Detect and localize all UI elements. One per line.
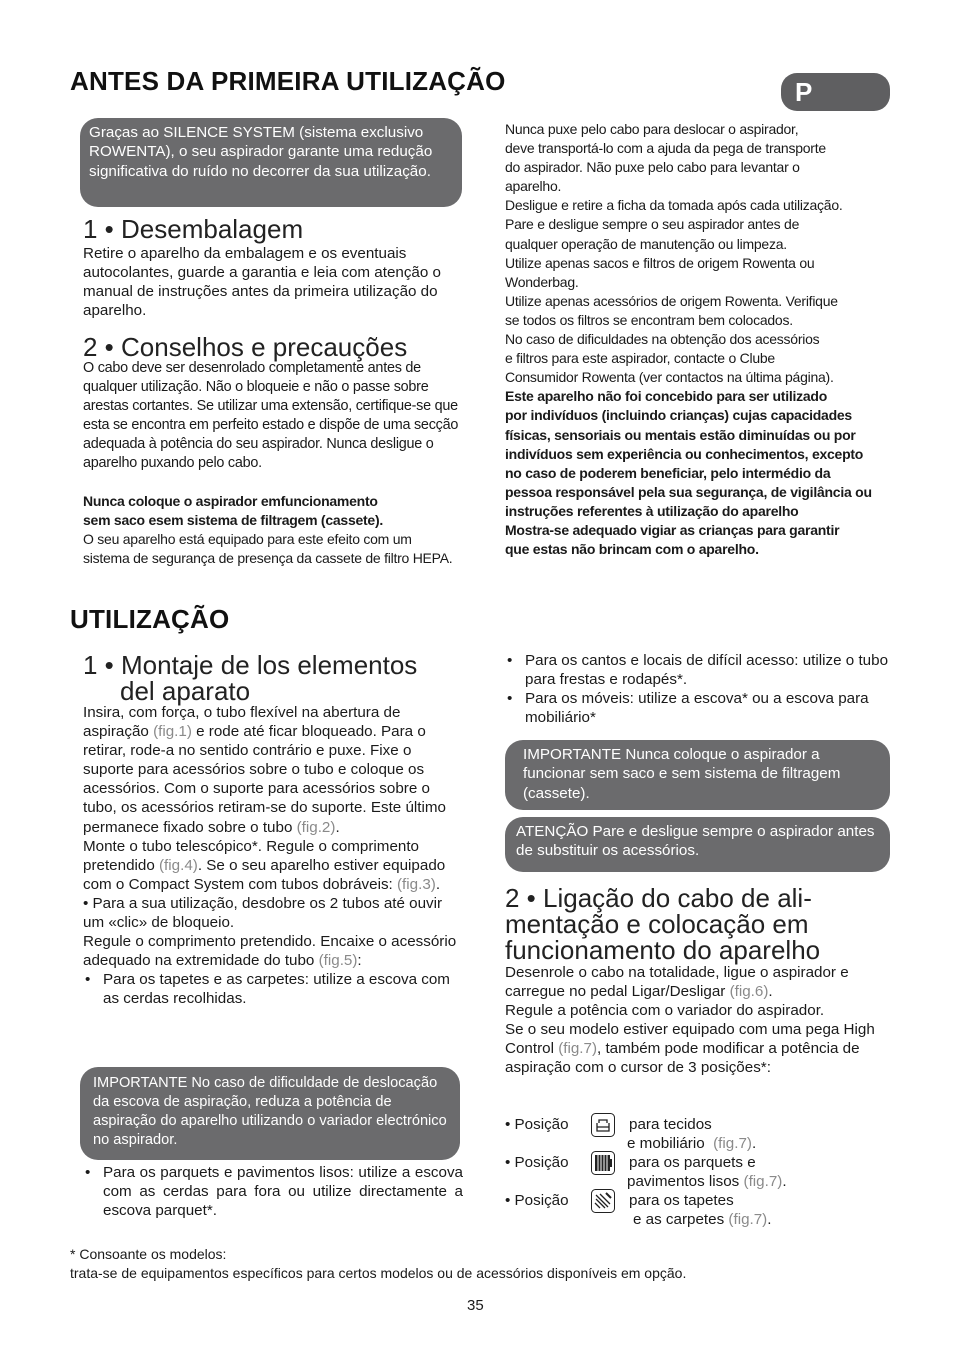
ligacao-paragraph-3: Se o seu modelo estiver equipado com uma pega High Control (fig.7), também pode modificar a potência de aspiração com o cursor de 3 posições*: xyxy=(505,1021,875,1077)
safety-bold-line: Este aparelho não foi concebido para ser utilizado xyxy=(505,388,828,405)
montaje-title-line-1: 1 • Montaje de los elementos xyxy=(83,650,418,680)
page-title: ANTES DA PRIMEIRA UTILIZAÇÃO xyxy=(70,66,506,96)
safety-bold-line: pessoa responsável pela sua segurança, de vigilância ou xyxy=(505,483,872,500)
ligacao-title-line-3: funcionamento do aparelho xyxy=(505,935,821,965)
safety-line: do aspirador. Não puxe pelo cabo para levantar o xyxy=(505,159,800,176)
section-conselhos-text: O cabo deve ser desenrolado completamente antes de qualquer utilização. Não o bloqueie e não o passe sobre arestas cortantes. Se utilizar uma extensão, certifique-se que esta se encontra em perfeito estado e dispõe de uma secção adequada à potência do seu aspirador. Nunca desligue o aparelho puxando pelo cabo. xyxy=(83,360,459,472)
language-tab: P xyxy=(781,73,890,111)
safety-instructions xyxy=(505,120,905,559)
montaje-title-line-2: del aparato xyxy=(120,676,251,706)
silence-system-box: Graças ao SILENCE SYSTEM (sistema exclusivo ROWENTA), o seu aspirador garante uma redução significativa do ruído no decorrer da sua utilização. xyxy=(80,118,462,207)
section-desembalagem-title: 1 • Desembalagem xyxy=(83,214,304,244)
ligacao-paragraph-2: Regule a potência com o variador do aspirador. xyxy=(505,1002,825,1020)
pos1-line-2: e mobiliário (fig.7). xyxy=(627,1135,757,1152)
safety-line: No caso de dificuldades na obtenção dos acessórios xyxy=(505,331,820,348)
parquet-brush-icon xyxy=(591,1151,615,1175)
safety-line: se todos os filtros se encontram bem colocados. xyxy=(505,311,793,328)
atencao-box: ATENÇÃO Pare e desligue sempre o aspirador antes de substituir os acessórios. xyxy=(505,817,890,872)
montaje-paragraph-3: • Para a sua utilização, desdobre os 2 tubos até ouvir um «clic» de bloqueio. xyxy=(83,894,443,932)
section-conselhos-title: 2 • Conselhos e precauções xyxy=(83,332,408,362)
warning-bold-line-1: Nunca coloque o aspirador emfuncionamento xyxy=(83,493,378,509)
safety-bold-line: por indivíduos (incluindo crianças) cujas capacidades xyxy=(505,407,852,424)
safety-bold-line: no caso de poderem beneficiar, pelo intermédio da xyxy=(505,464,831,481)
bullet-tapetes: • Para os tapetes e as carpetes: utilize a escova com as cerdas recolhidas. xyxy=(83,970,465,1008)
pos3-line-2: e as carpetes (fig.7). xyxy=(633,1211,772,1228)
hepa-note-line-2: sistema de segurança de presença da cassete de filtro HEPA. xyxy=(83,550,453,566)
pos3-line-1: para os tapetes xyxy=(629,1192,734,1209)
safety-line: Desligue e retire a ficha da tomada após cada utilização. xyxy=(505,197,843,214)
safety-line: Utilize apenas acessórios de origem Rowenta. Verifique xyxy=(505,292,838,309)
bullet-moveis: • Para os móveis: utilize a escova* ou a escova para mobiliário* xyxy=(505,689,890,727)
safety-line: aparelho. xyxy=(505,178,562,195)
important-escova-box: IMPORTANTE No caso de dificuldade de deslocação da escova de aspiração, reduza a potência de aspiração do aparelho utilizando o variador electrónico no aspirador. xyxy=(80,1067,460,1160)
bullet-parquets: • Para os parquets e pavimentos lisos: utilize a escova com as cerdas para fora ou utilize directamente a escova parquet*. xyxy=(83,1163,463,1220)
important-saco-box: IMPORTANTE Nunca coloque o aspirador a funcionar sem saco e sem sistema de filtragem (cassete). xyxy=(505,740,890,810)
pos2-line-2: pavimentos lisos (fig.7). xyxy=(627,1173,787,1190)
pos2-line-1: para os parquets e xyxy=(629,1154,756,1171)
safety-line: Consumidor Rowenta (ver contactos na última página). xyxy=(505,369,834,386)
safety-bold-line: Mostra-se adequado vigiar as crianças para garantir xyxy=(505,521,840,538)
safety-line: Wonderbag. xyxy=(505,273,579,290)
safety-bold-line: indivíduos sem experiência ou conhecimentos, excepto xyxy=(505,445,864,462)
bullet-cantos: • Para os cantos e locais de difícil acesso: utilize o tubo para frestas e rodapés*. xyxy=(505,651,890,689)
position-label: • Posição xyxy=(505,1192,569,1209)
carpet-brush-icon xyxy=(591,1189,615,1213)
position-label: • Posição xyxy=(505,1116,569,1133)
warning-bold-line-2: sem saco esem sistema de filtragem (cassete). xyxy=(83,512,384,528)
page-number: 35 xyxy=(467,1297,484,1314)
montaje-text xyxy=(83,703,465,1009)
ligacao-paragraph-1: Desenrole o cabo na totalidade, ligue o aspirador e carregue no pedal Ligar/Desligar (fig.6). xyxy=(505,964,849,1001)
safety-bold-line: físicas, sensoriais ou mentais estão diminuídas ou por xyxy=(505,426,856,443)
position-label: • Posição xyxy=(505,1154,569,1171)
safety-bold-line: que estas não brincam com o aparelho. xyxy=(505,541,759,558)
hepa-note-line-1: O seu aparelho está equipado para este efeito com um xyxy=(83,531,412,547)
pos1-line-1: para tecidos xyxy=(629,1116,712,1133)
montaje-paragraph-1: Insira, com força, o tubo flexível na abertura de aspiração (fig.1) e rode até ficar bloqueado. Para o retirar, rode-a no sentido contrário e puxe. Fixe o suporte para acessórios sobre o tubo e coloque os acessórios. Com o suporte para acessórios sobre o tubo, os acessórios retiram-se do suporte. Este último permanece fixado sobre o tubo (fig.2). xyxy=(83,704,446,836)
position-list xyxy=(505,1115,890,1230)
footnote-line-1: * Consoante os modelos: xyxy=(70,1246,227,1262)
ligacao-text xyxy=(505,963,890,1078)
safety-bold-line: instruções referentes à utilização do aparelho xyxy=(505,502,799,519)
safety-line: deve transportá-lo com a ajuda da pega de transporte xyxy=(505,140,826,157)
armchair-icon xyxy=(591,1113,615,1137)
montaje-paragraph-2: Monte o tubo telescópico*. Regule o comprimento pretendido (fig.4). Se o seu aparelho estiver equipado com o Compact System com tubos dobráveis: (fig.3). xyxy=(83,837,446,893)
safety-line: Nunca puxe pelo cabo para deslocar o aspirador, xyxy=(505,121,799,137)
section-utilizacao-title: UTILIZAÇÃO xyxy=(70,604,230,634)
ligacao-title-line-1: 2 • Ligação do cabo de ali- xyxy=(505,883,812,913)
ligacao-title-line-2: mentação e colocação em xyxy=(505,909,809,939)
footnote-line-2: trata-se de equipamentos específicos para certos modelos ou de acessórios disponíveis em opção. xyxy=(70,1265,687,1281)
section-desembalagem-text: Retire o aparelho da embalagem e os eventuais autocolantes, guarde a garantia e leia com atenção o manual de instruções antes da primeira utilização do aparelho. xyxy=(83,245,441,320)
safety-line: Pare e desligue sempre o seu aspirador antes de xyxy=(505,216,800,233)
montaje-paragraph-4: Regule o comprimento pretendido. Encaixe o acessório adequado na extremidade do tubo (fig.5): xyxy=(83,933,457,970)
safety-line: Utilize apenas sacos e filtros de origem Rowenta ou xyxy=(505,254,815,271)
safety-line: e filtros para este aspirador, contacte o Clube xyxy=(505,350,775,367)
safety-line: qualquer operação de manutenção ou limpeza. xyxy=(505,235,787,252)
accessory-bullets xyxy=(505,651,890,727)
